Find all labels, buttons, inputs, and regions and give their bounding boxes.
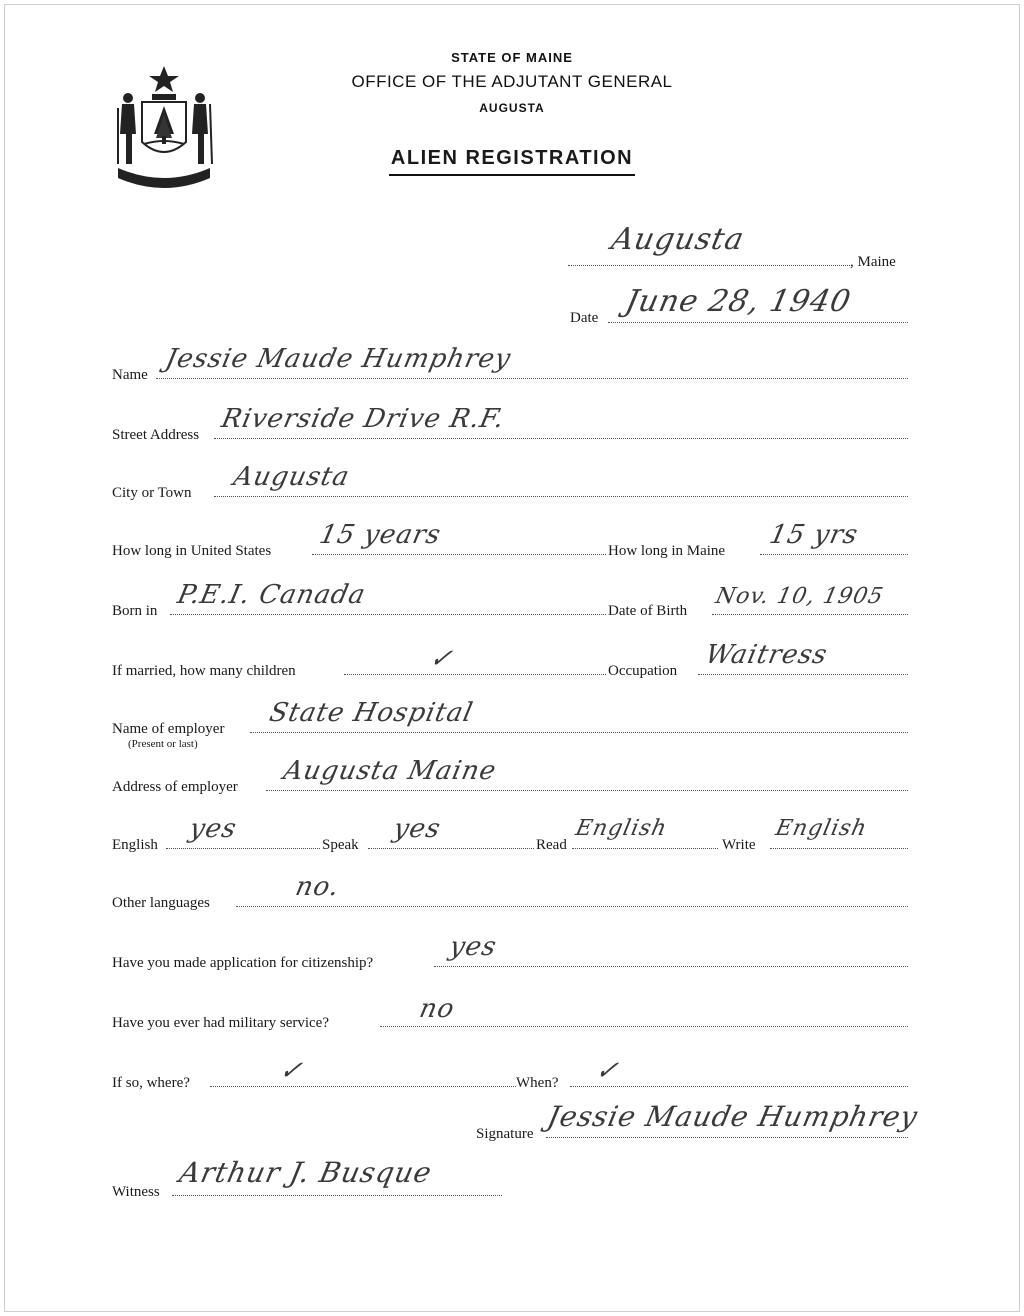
other-lang-value[interactable]: no. (292, 872, 343, 902)
read-line (572, 848, 718, 849)
employer-addr-value[interactable]: Augusta Maine (280, 756, 500, 786)
where-value[interactable]: ✓ (276, 1056, 306, 1086)
us-line (312, 554, 606, 555)
header-office: OFFICE OF THE ADJUTANT GENERAL (351, 72, 673, 91)
employer-addr-label: Address of employer (112, 779, 238, 795)
read-label: Read (536, 837, 567, 853)
citizenship-value[interactable]: yes (446, 932, 500, 962)
maine-label: , Maine (850, 254, 896, 270)
date-label: Date (570, 310, 599, 326)
employer-line (250, 732, 908, 733)
city-value[interactable]: Augusta (230, 462, 353, 492)
employer-value[interactable]: State Hospital (266, 698, 476, 728)
city-line (214, 496, 908, 497)
born-label: Born in (112, 603, 158, 619)
military-value[interactable]: no (416, 994, 458, 1024)
witness-line (172, 1195, 502, 1196)
place-value[interactable]: Augusta (608, 222, 748, 257)
occupation-value[interactable]: Waitress (702, 640, 831, 670)
when-label: When? (516, 1075, 559, 1091)
where-line (210, 1086, 516, 1087)
city-label: City or Town (112, 485, 192, 501)
header-state: STATE OF MAINE (451, 50, 573, 65)
read-value[interactable]: English (573, 816, 670, 841)
citizenship-line (434, 966, 908, 967)
when-line (570, 1086, 908, 1087)
street-line (214, 438, 908, 439)
occupation-label: Occupation (608, 663, 678, 679)
signature-line (546, 1137, 908, 1138)
speak-value[interactable]: yes (390, 814, 444, 844)
witness-label: Witness (112, 1184, 160, 1200)
born-line (170, 614, 606, 615)
english-value[interactable]: yes (186, 814, 240, 844)
english-line (166, 848, 320, 849)
maine-long-label: How long in Maine (608, 543, 726, 559)
maine-long-line (760, 554, 908, 555)
born-value[interactable]: P.E.I. Canada (174, 580, 369, 610)
dob-value[interactable]: Nov. 10, 1905 (713, 584, 886, 609)
citizenship-label: Have you made application for citizenship? (112, 955, 374, 971)
speak-line (368, 848, 534, 849)
where-label: If so, where? (112, 1075, 190, 1091)
children-line (344, 674, 606, 675)
write-value[interactable]: English (773, 816, 870, 841)
date-value[interactable]: June 28, 1940 (622, 284, 855, 319)
write-label: Write (722, 837, 756, 853)
employer-sublabel: (Present or last) (128, 738, 198, 750)
other-lang-label: Other languages (112, 895, 210, 911)
occupation-line (698, 674, 908, 675)
us-value[interactable]: 15 years (316, 520, 444, 550)
employer-label: Name of employer (112, 721, 225, 737)
military-label: Have you ever had military service? (112, 1015, 329, 1031)
speak-label: Speak (322, 837, 359, 853)
military-line (380, 1026, 908, 1027)
street-value[interactable]: Riverside Drive R.F. (218, 404, 508, 434)
signature-value[interactable]: Jessie Maude Humphrey (544, 1100, 921, 1133)
employer-addr-line (266, 790, 908, 791)
us-label: How long in United States (112, 543, 272, 559)
signature-label: Signature (476, 1126, 534, 1142)
english-label: English (112, 837, 158, 853)
name-label: Name (112, 367, 148, 383)
other-lang-line (236, 906, 908, 907)
married-label: If married, how many children (112, 663, 296, 679)
date-line (608, 322, 908, 323)
maine-long-value[interactable]: 15 yrs (766, 520, 862, 550)
witness-value[interactable]: Arthur J. Busque (176, 1156, 436, 1189)
dob-label: Date of Birth (608, 603, 688, 619)
street-label: Street Address (112, 427, 200, 443)
name-line (156, 378, 908, 379)
form-title: ALIEN REGISTRATION (389, 147, 635, 176)
children-value[interactable]: ✓ (426, 644, 456, 674)
place-line (568, 265, 850, 266)
header-city: AUGUSTA (479, 101, 545, 115)
when-value[interactable]: ✓ (592, 1056, 622, 1086)
dob-line (712, 614, 908, 615)
name-value[interactable]: Jessie Maude Humphrey (162, 344, 514, 374)
write-line (770, 848, 908, 849)
